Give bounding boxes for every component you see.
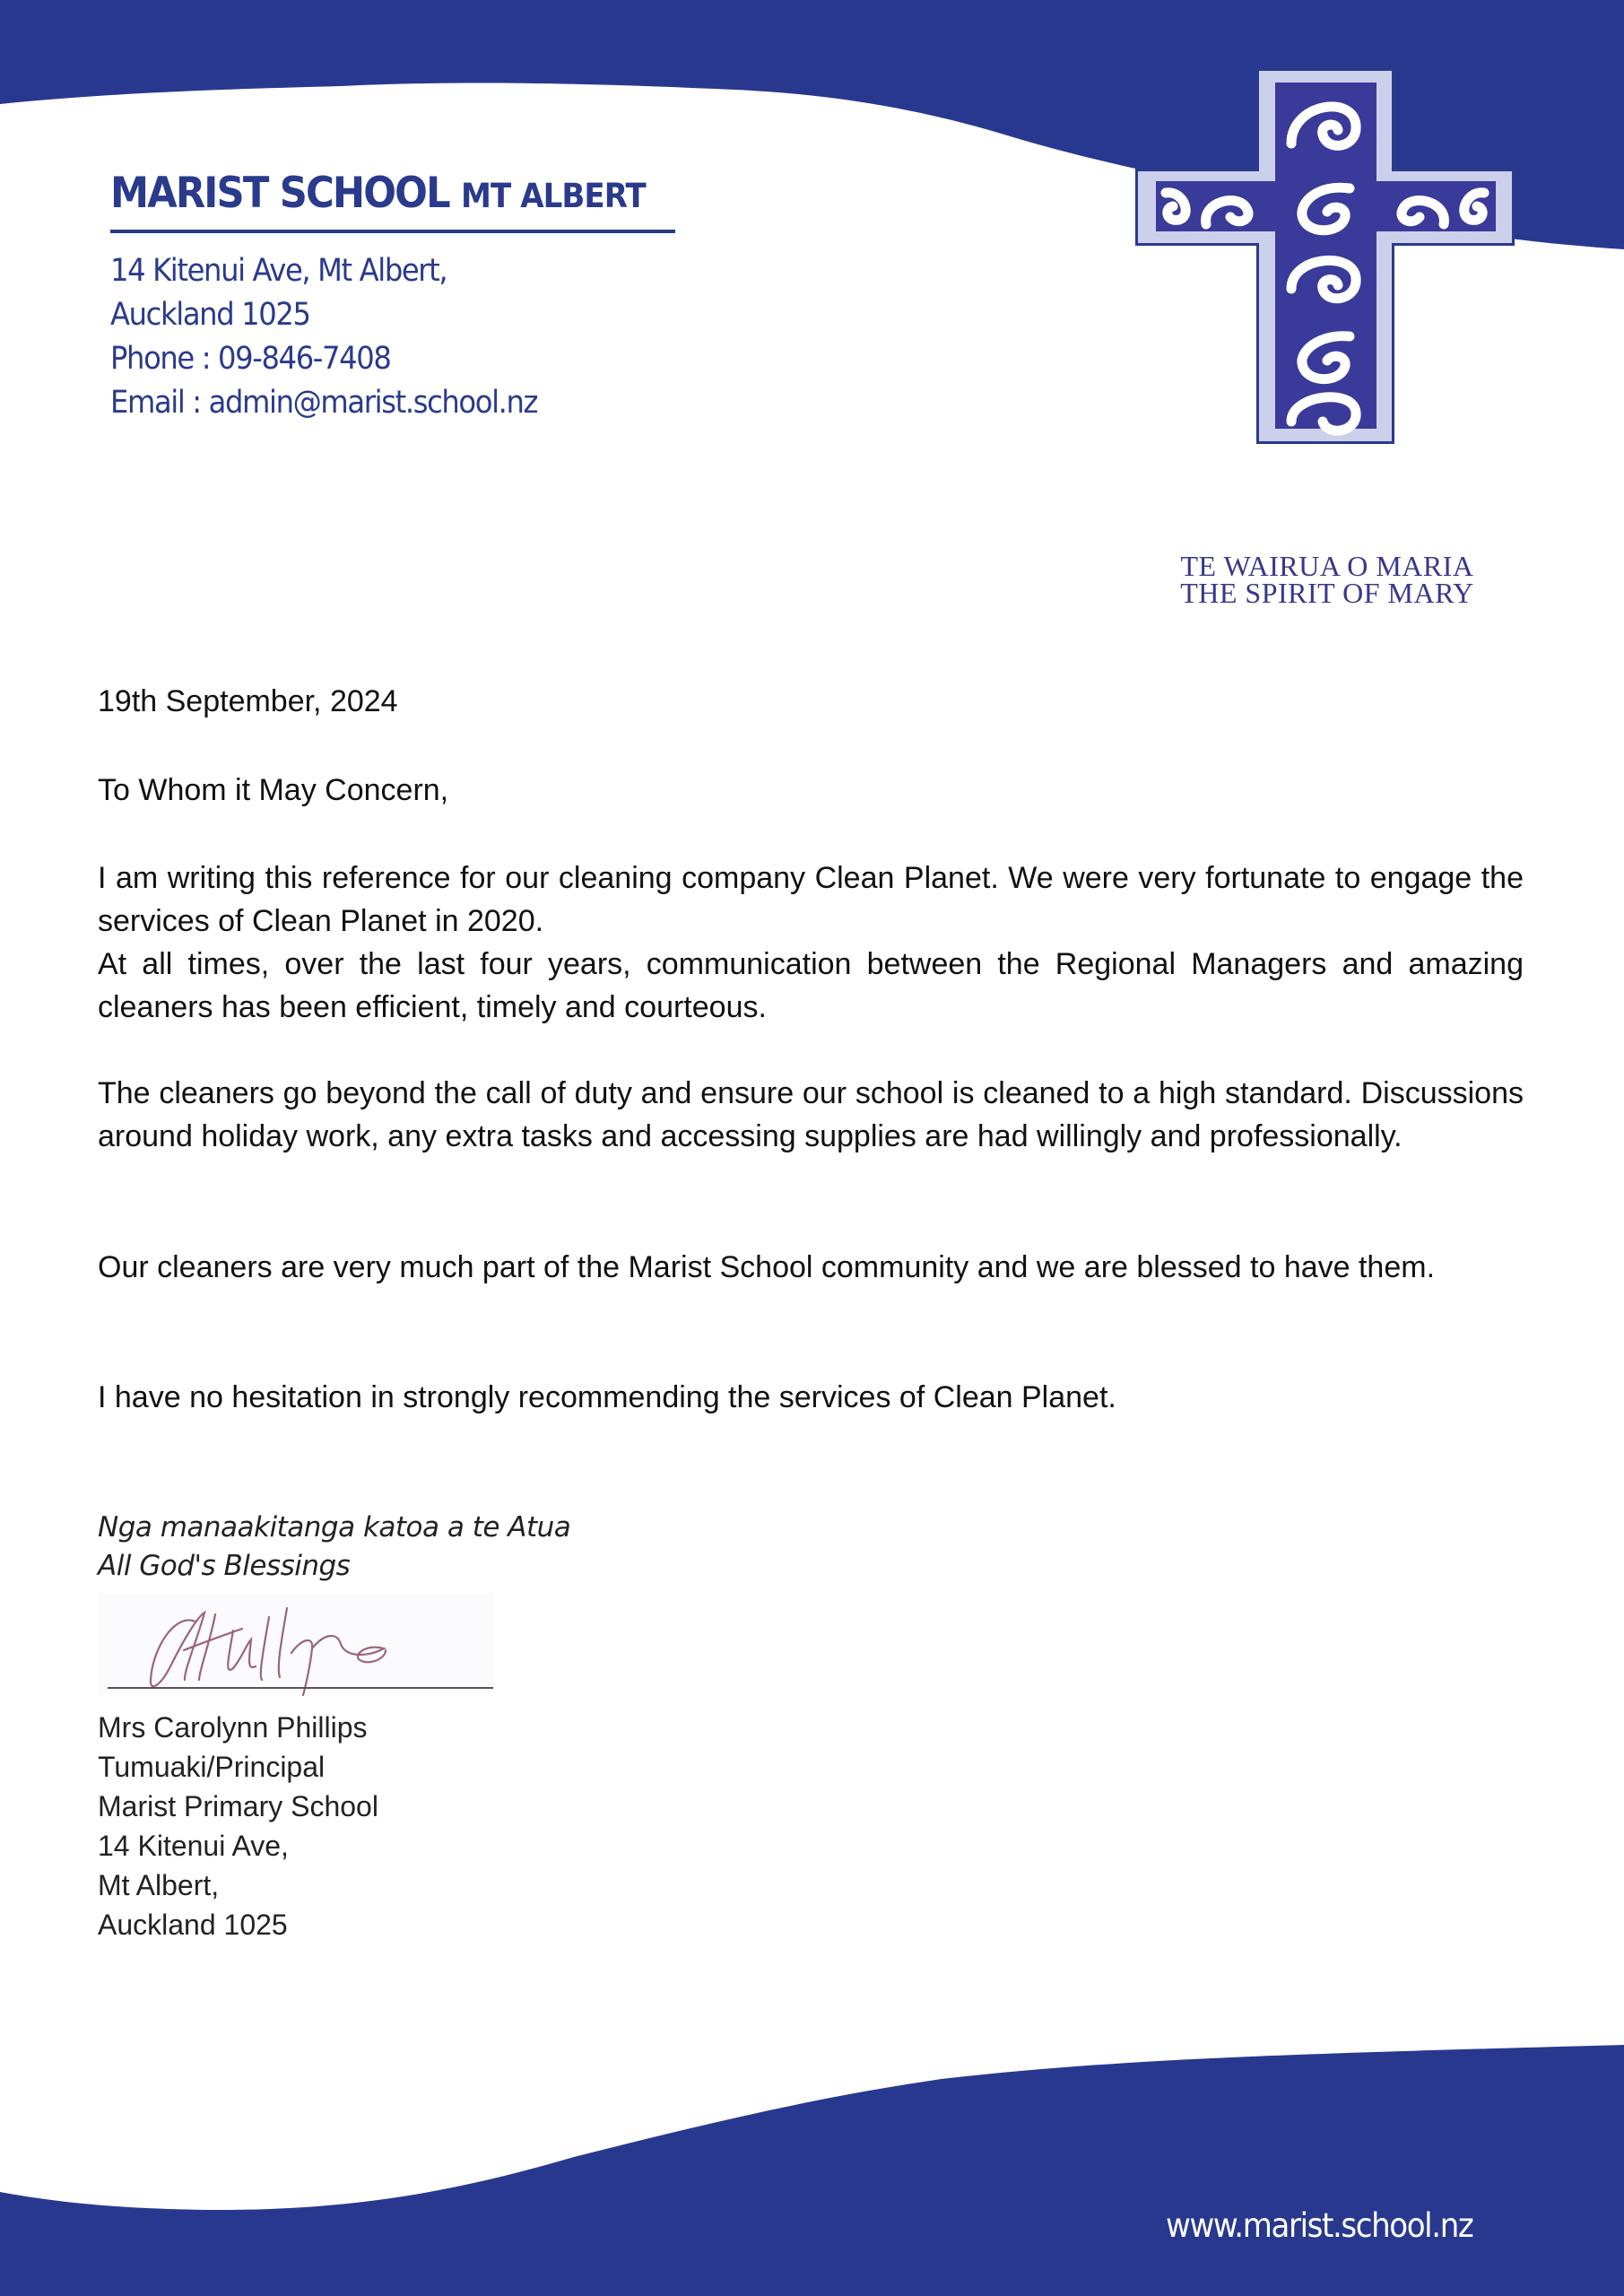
phone-number: Phone : 09-846-7408: [110, 341, 391, 377]
letter-paragraph-1: [98, 857, 1524, 1029]
signatory-block: [98, 1708, 378, 1944]
motto-maori: TE WAIRUA O MARIA: [1180, 550, 1474, 582]
email-address: Email : admin@marist.school.nz: [110, 385, 538, 421]
school-suburb: MT ALBERT: [461, 177, 646, 215]
address-line-1: 14 Kitenui Ave, Mt Albert,: [110, 253, 447, 289]
footer-wave: [0, 2045, 1624, 2296]
signatory-street: 14 Kitenui Ave,: [98, 1830, 289, 1862]
blessing-english: All God's Blessings: [98, 1550, 351, 1582]
motto-english: THE SPIRIT OF MARY: [1180, 577, 1474, 609]
school-motto: [1157, 550, 1498, 609]
closing-blessing: [98, 1509, 570, 1586]
paragraph-1-part-a: I am writing this reference for our cleaning company Clean Planet. We were very fortunate to engage the services of Clean Planet in 2020.: [98, 861, 1524, 938]
signatory-school: Marist Primary School: [98, 1790, 378, 1822]
handwritten-signature-icon: [99, 1595, 493, 1702]
address-line-2: Auckland 1025: [110, 297, 310, 333]
letter-paragraph-2: The cleaners go beyond the call of duty and ensure our school is cleaned to a high standard. Discussions around holiday work, any extra tasks and accessing supplies are had willingly and professionally.: [98, 1076, 1524, 1153]
signatory-name: Mrs Carolynn Phillips: [98, 1711, 368, 1744]
paragraph-1-part-b: At all times, over the last four years, communication between the Regional Managers and amazing cleaners has been efficient, timely and courteous.: [98, 947, 1524, 1024]
school-name: MARIST SCHOOL: [110, 169, 449, 218]
signature-line: [108, 1687, 493, 1689]
footer-website-link[interactable]: www.marist.school.nz: [1166, 2206, 1473, 2245]
signatory-title: Tumuaki/Principal: [98, 1751, 326, 1783]
koru-cross-icon: [0, 0, 1624, 628]
letter-paragraph-3: Our cleaners are very much part of the Marist School community and we are blessed to have them.: [98, 1250, 1436, 1284]
signatory-city: Auckland 1025: [98, 1909, 288, 1941]
blessing-maori: Nga manaakitanga katoa a te Atua: [98, 1511, 571, 1544]
letter-salutation: To Whom it May Concern,: [98, 773, 449, 807]
letter-paragraph-4: I have no hesitation in strongly recommending the services of Clean Planet.: [98, 1380, 1116, 1414]
letter-date: 19th September, 2024: [98, 684, 398, 718]
signatory-suburb: Mt Albert,: [98, 1869, 220, 1901]
